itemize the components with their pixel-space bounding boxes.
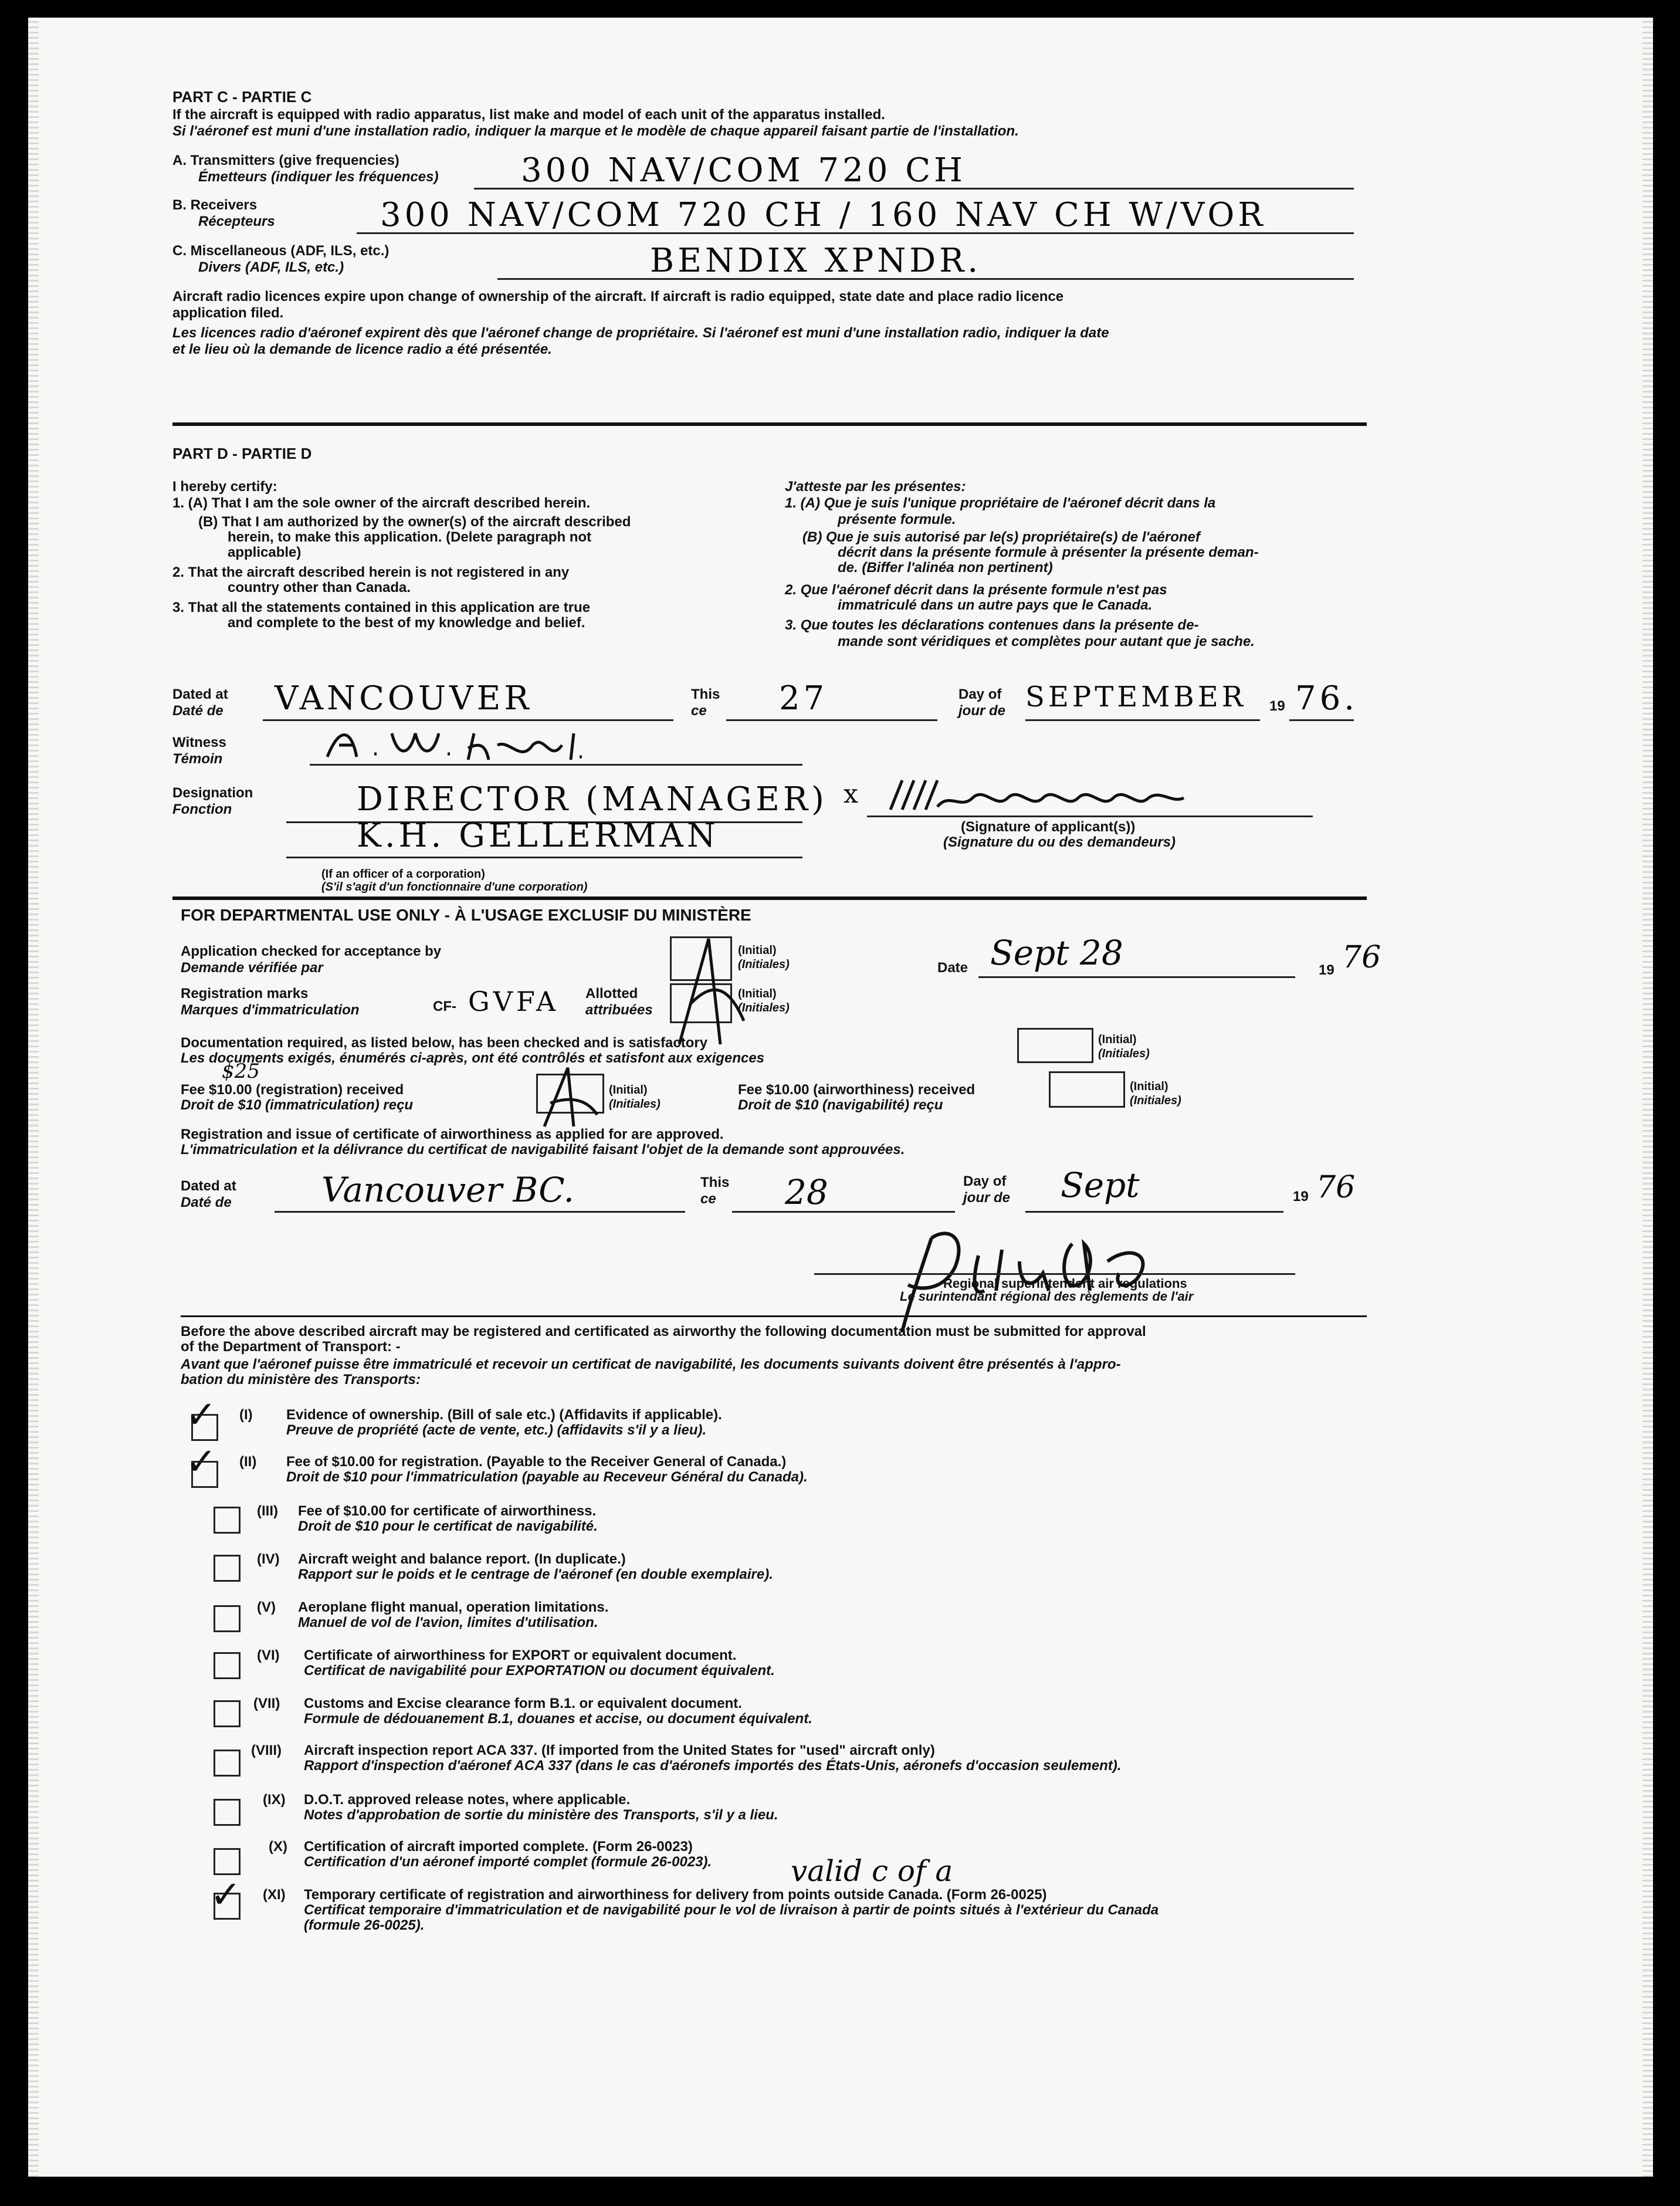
requirement-num: (VI) bbox=[257, 1647, 280, 1663]
requirement-checkbox[interactable] bbox=[214, 1750, 241, 1777]
requirement-en: Certification of aircraft imported complete. (Form 26-0023) bbox=[304, 1839, 693, 1855]
handwritten-note: valid c of a bbox=[791, 1854, 953, 1888]
dept-date-year-value[interactable]: 76 bbox=[1342, 940, 1381, 975]
dept-day-of-label-fr: jour de bbox=[963, 1190, 1011, 1206]
doc-req-label-fr: Les documents exigés, énumérés ci-après, ont été contrôlés et satisfont aux exigences bbox=[181, 1050, 765, 1066]
dept-dated-at-label-fr: Daté de bbox=[181, 1195, 232, 1210]
dept-this-line bbox=[732, 1211, 955, 1213]
requirement-en: Fee of $10.00 for registration. (Payable to the Receiver General of Canada.) bbox=[286, 1454, 787, 1470]
dept-dated-at-value[interactable]: Vancouver BC. bbox=[321, 1170, 574, 1210]
licence-fr-1: Les licences radio d'aéronef expirent dès que l'aéronef change de propriétaire. Si l'aéronef est muni d'une installation radio, indiquer la date bbox=[172, 325, 1109, 341]
reg-initial-label: (Initial) bbox=[738, 987, 777, 1000]
requirement-num: (VIII) bbox=[251, 1743, 282, 1758]
licence-fr-2: et le lieu où la demande de licence radio a été présentée. bbox=[172, 341, 552, 357]
form-page bbox=[28, 18, 1653, 2177]
witness-signature[interactable] bbox=[321, 722, 626, 769]
cert-fr-3-2: mande sont véridiques et complètes pour autant que je sache. bbox=[838, 634, 1255, 649]
dept-date-line bbox=[978, 976, 1295, 978]
dept-this-label-fr: ce bbox=[700, 1191, 716, 1207]
dept-this-value[interactable]: 28 bbox=[785, 1172, 828, 1212]
cert-en-1b-1: (B) That I am authorized by the owner(s) of the aircraft described bbox=[198, 514, 631, 530]
fee-air-initial-label: (Initial) bbox=[1130, 1080, 1168, 1093]
part-divider bbox=[172, 422, 1367, 426]
dated-at-line bbox=[263, 719, 673, 721]
reg-value[interactable]: GVFA bbox=[468, 986, 560, 1017]
requirement-en: Temporary certificate of registration and airworthiness for delivery from points outside Canada. (Form 26-0025) bbox=[304, 1887, 1047, 1903]
dept-dated-at-line bbox=[275, 1211, 685, 1213]
cert-fr-3-1: 3. Que toutes les déclarations contenues dans la présente de- bbox=[785, 617, 1199, 633]
dept-divider bbox=[172, 896, 1367, 900]
year-prefix: 19 bbox=[1269, 698, 1285, 714]
requirement-fr: Notes d'approbation de sortie du ministère des Transports, s'il y a lieu. bbox=[304, 1807, 778, 1823]
day-of-line bbox=[1025, 719, 1260, 721]
certify-en: I hereby certify: bbox=[172, 479, 277, 495]
requirement-checkbox[interactable] bbox=[214, 1700, 241, 1727]
requirement-fr: Certificat de navigabilité pour EXPORTATION ou document équivalent. bbox=[304, 1663, 775, 1679]
requirement-en: D.O.T. approved release notes, where applicable. bbox=[304, 1792, 631, 1808]
reg-initial-label-fr: (Initiales) bbox=[738, 1002, 790, 1014]
witness-label: Witness bbox=[172, 735, 226, 750]
misc-label: C. Miscellaneous (ADF, ILS, etc.) bbox=[172, 243, 389, 259]
day-of-label: Day of bbox=[958, 686, 1002, 702]
approved-label: Registration and issue of certificate of airworthiness as applied for are approved. bbox=[181, 1126, 724, 1142]
fee-reg-label-fr: Droit de $10 (immatriculation) reçu bbox=[181, 1097, 414, 1113]
requirement-en: Certificate of airworthiness for EXPORT or equivalent document. bbox=[304, 1647, 737, 1663]
part-c-heading: PART C - PARTIE C bbox=[172, 88, 312, 106]
fee-reg-label: Fee $10.00 (registration) received bbox=[181, 1082, 404, 1098]
requirement-checkbox[interactable] bbox=[214, 1507, 241, 1534]
requirement-fr-2: (formule 26-0025). bbox=[304, 1917, 425, 1933]
cert-fr-2-1: 2. Que l'aéronef décrit dans la présente formule n'est pas bbox=[785, 582, 1167, 598]
dept-initial-mark bbox=[673, 933, 767, 1050]
requirements-divider bbox=[181, 1315, 1367, 1317]
officer-note-en: (If an officer of a corporation) bbox=[321, 868, 485, 881]
cert-en-3-2: and complete to the best of my knowledge and belief. bbox=[228, 615, 585, 631]
page-edge-right bbox=[1642, 18, 1653, 2177]
dept-date-year-prefix: 19 bbox=[1319, 962, 1334, 978]
superintendent-line bbox=[814, 1273, 1295, 1275]
licence-en-1: Aircraft radio licences expire upon change of ownership of the aircraft. If aircraft is radio equipped, state date and place radio licence bbox=[172, 289, 1064, 304]
certify-fr: J'atteste par les présentes: bbox=[785, 479, 966, 495]
requirement-checkbox[interactable] bbox=[214, 1848, 241, 1875]
year-value[interactable]: 76. bbox=[1295, 679, 1359, 718]
part-d-heading: PART D - PARTIE D bbox=[172, 445, 312, 462]
cert-fr-1b-1: (B) Que je suis autorisé par le(s) propriétaire(s) de l'aéronef bbox=[802, 529, 1200, 545]
receivers-label: B. Receivers bbox=[172, 197, 258, 213]
requirement-num: (XI) bbox=[263, 1887, 286, 1903]
licence-en-2: application filed. bbox=[172, 305, 284, 321]
signature-label-fr: (Signature du ou des demandeurs) bbox=[943, 834, 1176, 850]
designation-label: Designation bbox=[172, 785, 253, 801]
dept-dated-at-label: Dated at bbox=[181, 1178, 236, 1194]
fee-reg-initial-label: (Initial) bbox=[609, 1084, 648, 1097]
misc-value[interactable]: BENDIX XPNDR. bbox=[650, 242, 982, 280]
page-edge-left bbox=[28, 18, 39, 2177]
requirement-num: (II) bbox=[239, 1454, 257, 1470]
requirement-en: Aircraft inspection report ACA 337. (If imported from the United States for "used" aircraft only) bbox=[304, 1743, 935, 1758]
dept-day-of-value[interactable]: Sept bbox=[1061, 1165, 1140, 1205]
requirement-fr: Droit de $10 pour l'immatriculation (payable au Receveur Général du Canada). bbox=[286, 1469, 808, 1485]
requirement-fr: Preuve de propriété (acte de vente, etc.) (affidavits s'il y a lieu). bbox=[286, 1422, 707, 1438]
doc-initial-label: (Initial) bbox=[1098, 1033, 1137, 1046]
cert-en-1b-3: applicable) bbox=[228, 544, 302, 560]
requirement-fr: Manuel de vol de l'avion, limites d'utilisation. bbox=[298, 1615, 598, 1630]
requirement-en: Customs and Excise clearance form B.1. or equivalent document. bbox=[304, 1696, 742, 1711]
transmitters-value[interactable]: 300 NAV/COM 720 CH bbox=[521, 151, 966, 190]
applicant-signature[interactable] bbox=[879, 774, 1207, 816]
superintendent-label-en: Regional superintendent air regulations bbox=[943, 1276, 1187, 1291]
allotted-label-fr: attribuées bbox=[585, 1002, 653, 1018]
signature-x: x bbox=[844, 779, 862, 809]
signature-line bbox=[867, 816, 1313, 817]
dated-at-label-fr: Daté de bbox=[172, 703, 223, 719]
requirement-num: (III) bbox=[257, 1503, 278, 1519]
requirement-checkbox[interactable] bbox=[214, 1799, 241, 1826]
checked-initial-label: (Initial) bbox=[738, 944, 777, 957]
checked-label-fr: Demande vérifiée par bbox=[181, 960, 323, 976]
requirement-checkbox[interactable] bbox=[214, 1605, 241, 1632]
receivers-value[interactable]: 300 NAV/COM 720 CH / 160 NAV CH W/VOR bbox=[380, 196, 1266, 234]
dept-date-value[interactable]: Sept 28 bbox=[990, 933, 1123, 973]
fee-air-label-fr: Droit de $10 (navigabilité) reçu bbox=[738, 1097, 943, 1113]
requirements-intro-en-1: Before the above described aircraft may be registered and certificated as airworthy the following documentation must be submitted for approval bbox=[181, 1324, 1146, 1339]
allotted-label: Allotted bbox=[585, 986, 638, 1002]
officer-note-fr: (S'il s'agit d'un fonctionnaire d'une corporation) bbox=[321, 881, 588, 894]
this-label: This bbox=[691, 686, 720, 702]
receivers-label-fr: Récepteurs bbox=[198, 214, 275, 229]
officer-name-line bbox=[286, 857, 802, 858]
requirements-intro-fr-2: bation du ministère des Transports: bbox=[181, 1372, 421, 1388]
fee-reg-initial-label-fr: (Initiales) bbox=[609, 1098, 661, 1111]
dept-year-value[interactable]: 76 bbox=[1316, 1170, 1356, 1205]
cert-fr-1a-1: 1. (A) Que je suis l'unique propriétaire de l'aéronef décrit dans la bbox=[785, 495, 1216, 511]
designation-label-fr: Fonction bbox=[172, 801, 232, 817]
requirement-fr: Rapport d'inspection d'aéronef ACA 337 (dans le cas d'aéronefs importés des États-Unis, aéronefs d'occasion seulement). bbox=[304, 1758, 1122, 1774]
doc-req-label: Documentation required, as listed below, has been checked and is satisfactory bbox=[181, 1035, 708, 1051]
doc-initial-label-fr: (Initiales) bbox=[1098, 1047, 1150, 1060]
dated-at-value[interactable]: VANCOUVER bbox=[275, 679, 533, 718]
transmitters-label: A. Transmitters (give frequencies) bbox=[172, 153, 399, 168]
part-c-intro-fr: Si l'aéronef est muni d'une installation radio, indiquer la marque et le modèle de chaque appareil faisant partie de l'installation. bbox=[172, 123, 1019, 139]
dept-day-of-label: Day of bbox=[963, 1173, 1007, 1189]
fee-air-initial-box[interactable] bbox=[1049, 1071, 1125, 1108]
cert-en-2-2: country other than Canada. bbox=[228, 580, 411, 596]
dept-day-of-line bbox=[1025, 1211, 1283, 1213]
cert-en-1a: 1. (A) That I am the sole owner of the aircraft described herein. bbox=[172, 495, 591, 511]
requirement-num: (V) bbox=[257, 1599, 276, 1615]
superintendent-label-fr: Le surintendant régional des règlements de l'air bbox=[900, 1289, 1194, 1304]
dept-heading: FOR DEPARTMENTAL USE ONLY - À L'USAGE EXCLUSIF DU MINISTÈRE bbox=[181, 906, 751, 924]
checked-initial-label-fr: (Initiales) bbox=[738, 958, 790, 971]
cert-en-1b-2: herein, to make this application. (Delete paragraph not bbox=[228, 529, 592, 545]
reg-marks-label: Registration marks bbox=[181, 986, 309, 1002]
requirement-fr: Certification d'un aéronef importé complet (formule 26-0023). bbox=[304, 1854, 712, 1870]
requirement-checkbox[interactable] bbox=[214, 1652, 241, 1679]
dept-date-label: Date bbox=[937, 960, 968, 976]
officer-name-value[interactable]: K.H. GELLERMAN bbox=[357, 817, 719, 855]
requirement-fr: Formule de dédouanement B.1, douanes et accise, ou document équivalent. bbox=[304, 1711, 812, 1727]
cert-fr-1a-2: présente formule. bbox=[838, 512, 956, 527]
year-line bbox=[1289, 719, 1354, 721]
cert-en-3-1: 3. That all the statements contained in this application are true bbox=[172, 600, 591, 615]
cert-en-2-1: 2. That the aircraft described herein is not registered in any bbox=[172, 564, 570, 580]
misc-label-fr: Divers (ADF, ILS, etc.) bbox=[198, 259, 344, 275]
this-line bbox=[726, 719, 937, 721]
requirements-intro-en-2: of the Department of Transport: - bbox=[181, 1339, 401, 1355]
requirement-num: (I) bbox=[239, 1407, 253, 1423]
approved-label-fr: L'immatriculation et la délivrance du certificat de navigabilité faisant l'objet de la demande sont approuvées. bbox=[181, 1142, 905, 1158]
day-of-value[interactable]: SEPTEMBER bbox=[1025, 681, 1247, 713]
requirement-num: (VII) bbox=[253, 1696, 280, 1711]
fee-air-label: Fee $10.00 (airworthiness) received bbox=[738, 1082, 976, 1098]
transmitters-label-fr: Émetteurs (indiquer les fréquences) bbox=[198, 169, 439, 185]
reg-prefix: CF- bbox=[433, 999, 456, 1014]
signature-label-en: (Signature of applicant(s)) bbox=[961, 819, 1136, 835]
requirement-en: Fee of $10.00 for certificate of airworthiness. bbox=[298, 1503, 597, 1519]
check-mark: ✓ bbox=[210, 1873, 242, 1917]
requirement-en: Aeroplane flight manual, operation limitations. bbox=[298, 1599, 609, 1615]
reg-marks-label-fr: Marques d'immatriculation bbox=[181, 1002, 360, 1018]
requirement-fr: Rapport sur le poids et le centrage de l'aéronef (en double exemplaire). bbox=[298, 1566, 773, 1582]
dated-at-label: Dated at bbox=[172, 686, 228, 702]
requirement-num: (IX) bbox=[263, 1792, 286, 1808]
requirement-en: Evidence of ownership. (Bill of sale etc.) (Affidavits if applicable). bbox=[286, 1407, 722, 1423]
check-mark: ✓ bbox=[185, 1393, 217, 1437]
witness-label-fr: Témoin bbox=[172, 751, 223, 767]
requirements-intro-fr-1: Avant que l'aéronef puisse être immatriculé et recevoir un certificat de navigabilité, les documents suivants doivent être présentés à l'appro- bbox=[181, 1356, 1121, 1372]
checked-label: Application checked for acceptance by bbox=[181, 943, 442, 959]
this-label-fr: ce bbox=[691, 703, 707, 719]
requirement-checkbox[interactable] bbox=[214, 1555, 241, 1582]
fee-reg-note: $25 bbox=[222, 1060, 260, 1083]
fee-air-initial-label-fr: (Initiales) bbox=[1130, 1094, 1181, 1107]
dept-this-label: This bbox=[700, 1175, 730, 1190]
dept-year-prefix: 19 bbox=[1293, 1189, 1309, 1204]
part-c-intro-en: If the aircraft is equipped with radio apparatus, list make and model of each unit of the apparatus installed. bbox=[172, 107, 885, 123]
requirement-fr: Certificat temporaire d'immatriculation et de navigabilité pour le vol de livraison à partir de points situés à l'extérieur du Canada bbox=[304, 1902, 1159, 1918]
requirement-fr: Droit de $10 pour le certificat de navigabilité. bbox=[298, 1518, 598, 1534]
cert-fr-1b-2: décrit dans la présente formule à présenter la présente deman- bbox=[838, 544, 1259, 560]
cert-fr-2-2: immatriculé dans un autre pays que le Canada. bbox=[838, 597, 1153, 613]
requirement-num: (IV) bbox=[257, 1551, 280, 1567]
requirement-en: Aircraft weight and balance report. (In duplicate.) bbox=[298, 1551, 626, 1567]
doc-initial-box[interactable] bbox=[1017, 1028, 1093, 1063]
cert-fr-1b-3: de. (Biffer l'alinéa non pertinent) bbox=[838, 560, 1053, 576]
requirement-num: (X) bbox=[269, 1839, 287, 1855]
fee-reg-initial-mark bbox=[538, 1062, 609, 1132]
day-of-label-fr: jour de bbox=[958, 703, 1006, 719]
designation-value[interactable]: DIRECTOR (MANAGER) bbox=[357, 780, 828, 818]
this-value[interactable]: 27 bbox=[779, 679, 828, 718]
check-mark: ✓ bbox=[185, 1440, 217, 1484]
